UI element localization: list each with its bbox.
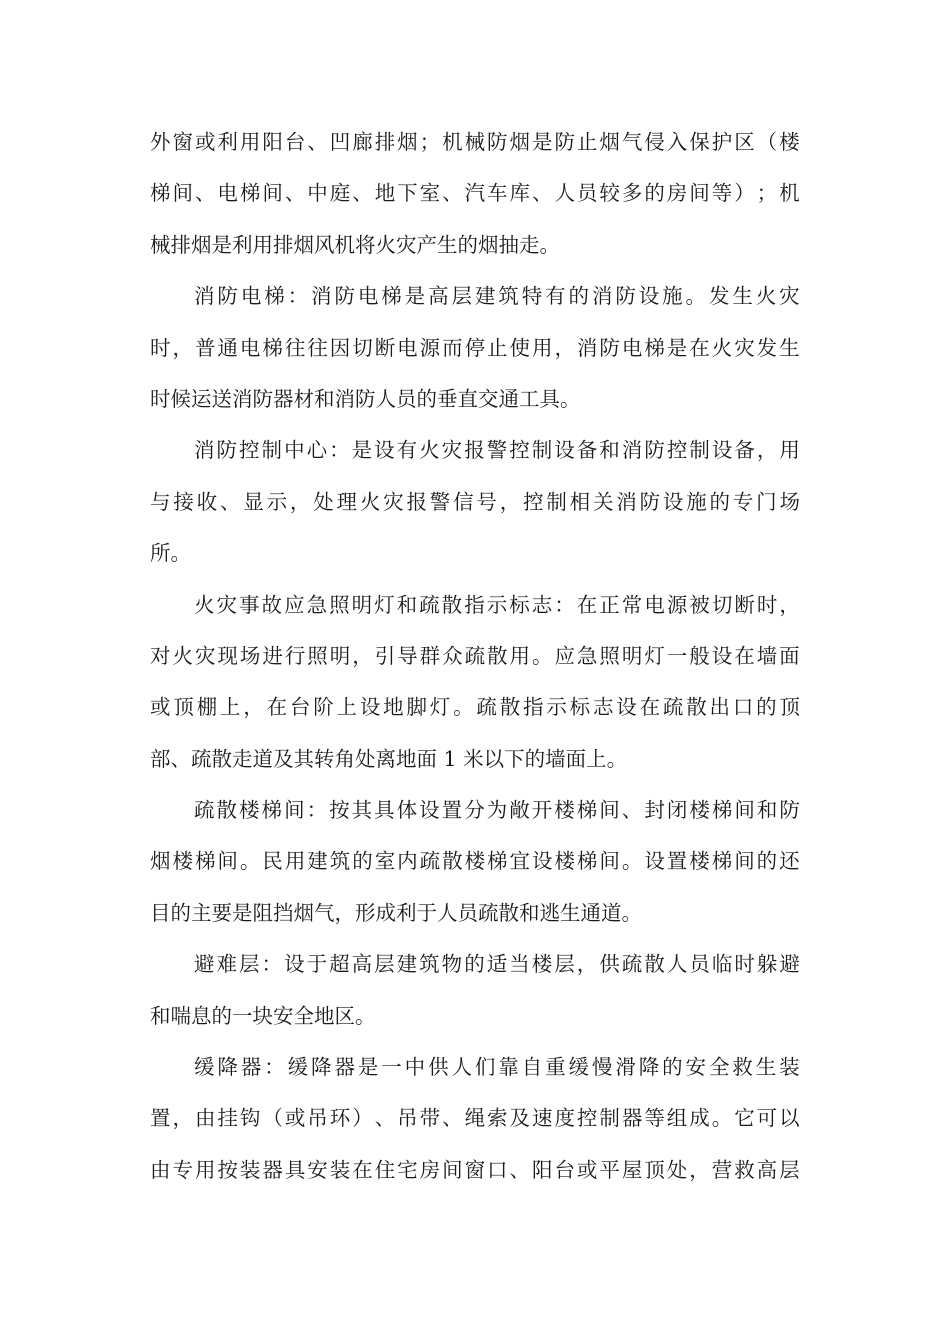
text-line: 外 窗 或 利 用 阳 台 、 凹 廊 排 烟 ； 机 械 防 烟 是 防 止 烟 气 侵 入 保 护 区 （ 楼	[150, 130, 800, 154]
text-line: 火 灾 事 故 应 急 照 明 灯 和 疏 散 指 示 标 志 ： 在 正 常 电 源 被 切 断 时 ，	[194, 592, 800, 617]
text-line: 或 顶 棚 上 ， 在 台 阶 上 设 地 脚 灯 。 疏 散 指 示 标 志 设 在 疏 散 出 口 的 顶	[150, 695, 800, 720]
text-line: 时候运送消防器材和消防人员的垂直交通工具。	[150, 386, 581, 411]
text-line: 械排烟是利用排烟风机将火灾产生的烟抽走。	[150, 232, 560, 257]
text-line: 所。	[150, 541, 191, 566]
text-line: 对 火 灾 现 场 进 行 照 明 ， 引 导 群 众 疏 散 用 。 应 急 照 明 灯 一 般 设 在 墙 面	[150, 643, 800, 668]
text-line: 避 难 层 ： 设 于 超 高 层 建 筑 物 的 适 当 楼 层 ， 供 疏 散 人 员 临 时 躲 避	[194, 952, 800, 977]
text-line: 时 ， 普 通 电 梯 往 往 因 切 断 电 源 而 停 止 使 用 ， 消 防 电 梯 是 在 火 灾 发 生	[150, 335, 800, 360]
text-line: 由 专 用 按 装 器 具 安 装 在 住 宅 房 间 窗 口 、 阳 台 或 平 屋 顶 处 ， 营 救 高 层	[150, 1157, 800, 1182]
text-lines	[150, 117, 800, 1196]
text-line: 置 ， 由 挂 钩 （ 或 吊 环 ） 、 吊 带 、 绳 索 及 速 度 控 制 器 等 组 成 。 它 可 以	[150, 1106, 800, 1131]
text-line: 疏 散 楼 梯 间 ： 按 其 具 体 设 置 分 为 敞 开 楼 梯 间 、 封 闭 楼 梯 间 和 防	[194, 798, 800, 823]
text-line: 梯 间 、 电 梯 间 、 中 庭 、 地 下 室 、 汽 车 库 、 人 员 较 多 的 房 间 等 ） ； 机	[150, 181, 800, 206]
text-line: 与 接 收 、 显 示 ， 处 理 火 灾 报 警 信 号 ， 控 制 相 关 消 防 设 施 的 专 门 场	[150, 489, 800, 514]
text-line: 消 防 控 制 中 心 ： 是 设 有 火 灾 报 警 控 制 设 备 和 消 防 控 制 设 备 ， 用	[194, 438, 800, 463]
body-text	[150, 117, 800, 1196]
text-line: 消 防 电 梯 ： 消 防 电 梯 是 高 层 建 筑 特 有 的 消 防 设 施 。 发 生 火 灾	[194, 284, 800, 309]
text-line: 目的主要是阻挡烟气，形成利于人员疏散和逃生通道。	[150, 900, 642, 925]
text-line: 缓 降 器 ： 缓 降 器 是 一 中 供 人 们 靠 自 重 缓 慢 滑 降 的 安 全 救 生 装	[194, 1055, 800, 1080]
text-line: 部、疏散走道及其转角处离地面 1 米以下的墙面上。	[150, 746, 628, 771]
text-line: 和喘息的一块安全地区。	[150, 1003, 376, 1028]
text-line: 烟 楼 梯 间 。 民 用 建 筑 的 室 内 疏 散 楼 梯 宜 设 楼 梯 间 。 设 置 楼 梯 间 的 还	[150, 849, 800, 874]
